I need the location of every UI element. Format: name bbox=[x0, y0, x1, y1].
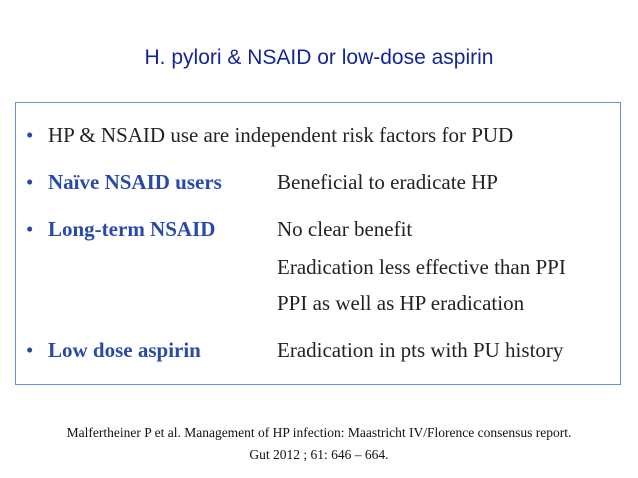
slide-title: H. pylori & NSAID or low-dose aspirin bbox=[144, 46, 494, 69]
bullet-detail: Eradication less effective than PPI bbox=[277, 255, 566, 279]
bullet-term: Low dose aspirin bbox=[48, 338, 201, 362]
bullet-icon: • bbox=[26, 123, 34, 147]
bullet-detail: Eradication in pts with PU history bbox=[277, 338, 564, 362]
reference-line-2: Gut 2012 ; 61: 646 – 664. bbox=[249, 447, 389, 462]
bullet-icon: • bbox=[26, 170, 34, 194]
bullet-term: Naïve NSAID users bbox=[48, 170, 222, 194]
bullet-text: HP & NSAID use are independent risk factors for PUD bbox=[48, 123, 514, 147]
bullet-icon: • bbox=[26, 217, 34, 241]
content-box bbox=[15, 102, 621, 385]
bullet-detail: PPI as well as HP eradication bbox=[277, 291, 525, 315]
reference-line-1: Malfertheiner P et al. Management of HP infection: Maastricht IV/Florence consensus report. bbox=[66, 425, 572, 440]
bullet-detail: No clear benefit bbox=[277, 217, 413, 241]
bullet-icon: • bbox=[26, 338, 34, 362]
bullet-detail: Beneficial to eradicate HP bbox=[277, 170, 498, 194]
bullet-term: Long-term NSAID bbox=[48, 217, 216, 241]
